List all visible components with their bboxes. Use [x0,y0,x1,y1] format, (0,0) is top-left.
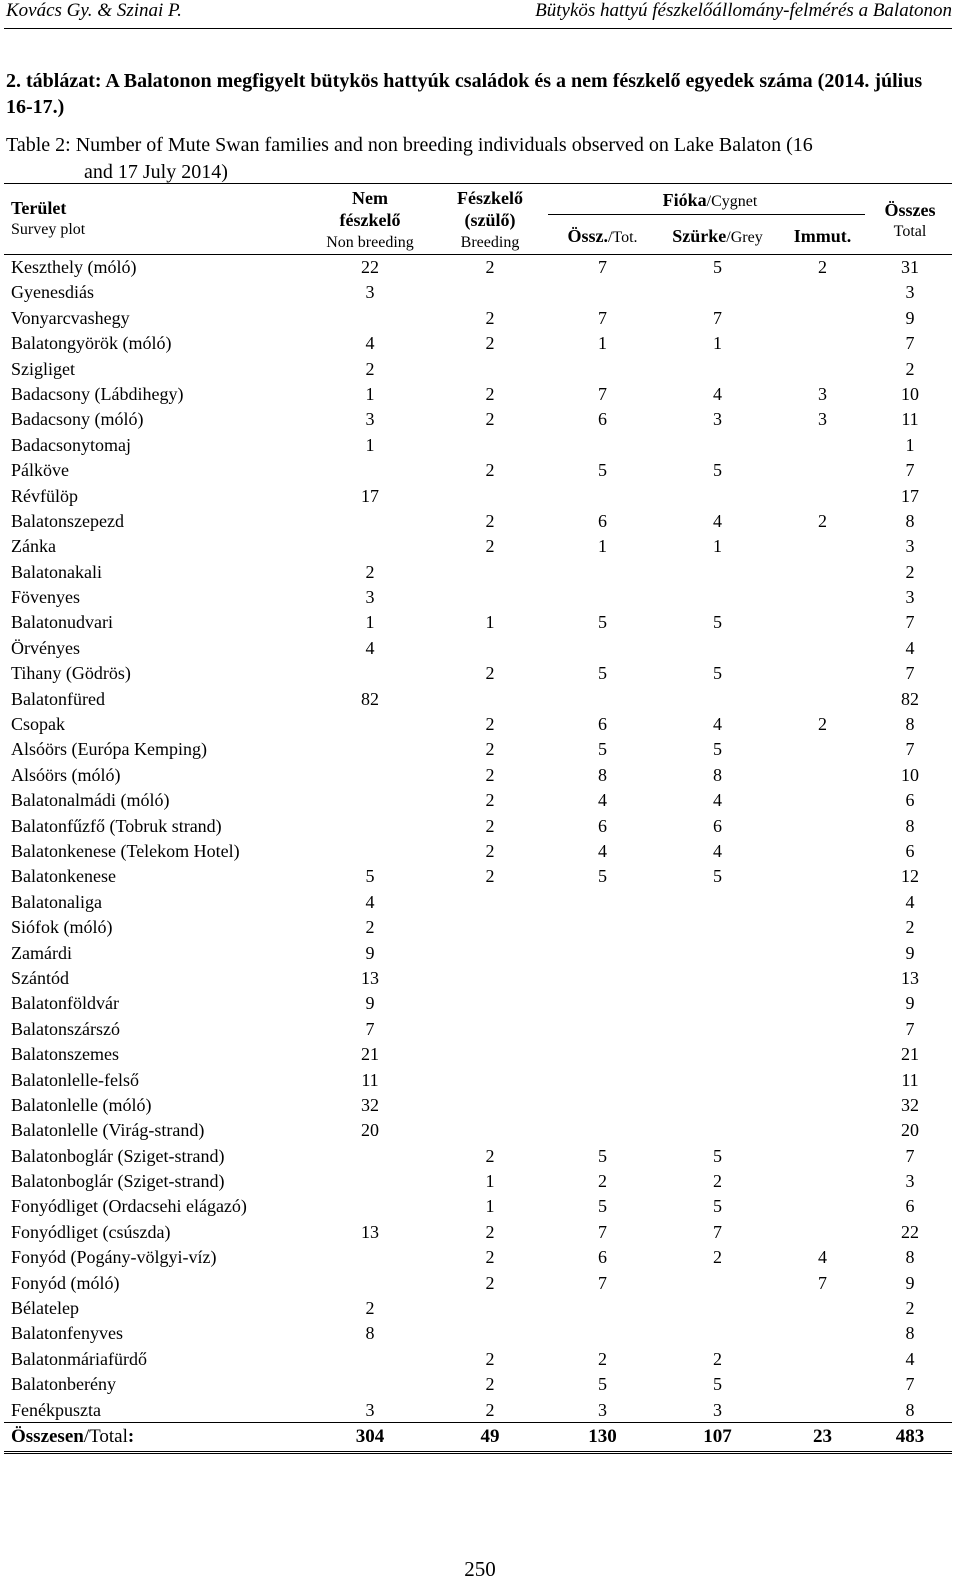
table-row [0,814,960,839]
cell-immut: 7 [818,1272,827,1293]
cell-cygnet-total: 3 [598,1399,607,1420]
table-row [0,382,960,407]
cell-total: 8 [905,1399,915,1420]
table-caption-hungarian: 2. táblázat: A Balatonon megfigyelt bütykös hattyúk családok és a nem fészkelő egyedek száma (2014. július 16-17.) [6,70,923,118]
cell-survey-plot: Balatonudvari [11,612,113,633]
table-row [0,509,960,534]
total-cygnet-total: 130 [588,1426,617,1447]
cell-cygnet-total: 7 [598,1272,607,1293]
totals-label-colon: : [127,1426,135,1447]
cell-grey: 5 [713,1196,722,1217]
cell-total: 2 [905,358,915,379]
cell-survey-plot: Zánka [11,536,56,557]
cell-breeding: 2 [485,1221,495,1242]
cell-nonbreeding: 32 [361,1094,379,1115]
cell-breeding: 2 [485,307,495,328]
cell-cygnet-total: 7 [598,257,607,277]
cell-nonbreeding: 11 [361,1069,379,1090]
total-immut: 23 [813,1426,832,1447]
table-row [0,1017,960,1042]
table-body [0,255,960,1423]
cell-grey: 5 [713,612,722,633]
cell-nonbreeding: 1 [365,383,375,404]
cell-total: 82 [901,688,919,709]
cell-cygnet-total: 8 [598,764,607,785]
cell-survey-plot: Balatonlelle (móló) [11,1094,152,1115]
cell-breeding: 2 [485,1247,495,1268]
cell-survey-plot: Balatonfenyves [11,1323,123,1344]
cell-survey-plot: Gyenesdiás [11,282,94,303]
table-row [0,712,960,737]
cell-survey-plot: Fenékpuszta [11,1399,101,1420]
cell-breeding: 2 [485,739,495,760]
table-row [0,1042,960,1067]
table-row [0,1194,960,1219]
caption-english-line-1: Table 2: Number of Mute Swan families and non breeding individuals observed on Lake Balaton (16 [6,134,813,156]
cell-cygnet-total: 7 [598,307,607,328]
cell-nonbreeding: 82 [361,688,379,709]
table-row [0,1372,960,1397]
cell-total: 8 [905,714,915,735]
cell-survey-plot: Alsóörs (móló) [11,764,121,785]
cell-total: 4 [905,891,915,912]
col-header-breeding-hu-1: Fészkelő [457,188,523,208]
cell-total: 2 [905,561,915,582]
cell-total: 7 [905,663,915,684]
cell-nonbreeding: 1 [365,612,375,633]
col-header-cygnet-total [545,226,660,248]
cell-survey-plot: Balatongyörök (móló) [11,333,172,354]
table-row [0,864,960,889]
cell-total: 2 [905,917,915,938]
table-row [0,484,960,509]
cell-total: 7 [905,739,915,760]
cell-total: 3 [905,282,915,303]
cell-cygnet-total: 4 [598,790,607,811]
cell-grey: 2 [713,1171,722,1192]
cygnet-group-underline [548,214,865,215]
cell-nonbreeding: 22 [361,257,379,277]
cell-breeding: 1 [485,1196,495,1217]
cell-survey-plot: Balatonszárszó [11,1018,120,1039]
table-row [0,1296,960,1321]
cell-grey: 4 [713,510,722,531]
cell-breeding: 2 [485,815,495,836]
totals-label-en: /Total [83,1426,128,1447]
cell-survey-plot: Balatonkenese (Telekom Hotel) [11,840,240,861]
cell-breeding: 2 [485,510,495,531]
cell-total: 20 [901,1120,919,1141]
cell-survey-plot: Fonyódliget (Ordacsehi elágazó) [11,1196,247,1217]
cell-nonbreeding: 3 [365,409,375,430]
table-row [0,357,960,382]
cell-total: 7 [905,1018,915,1039]
table-row [0,280,960,305]
cell-survey-plot: Siófok (móló) [11,917,113,938]
col-header-breeding-hu-2: (szülő) [464,210,516,230]
tot-label-hu: Össz. [567,226,608,246]
cell-breeding: 2 [485,714,495,735]
cell-survey-plot: Balatonfüred [11,688,105,709]
cell-nonbreeding: 2 [365,358,375,379]
cell-cygnet-total: 5 [598,460,607,481]
cell-cygnet-total: 5 [598,1196,607,1217]
cell-total: 2 [905,1298,915,1319]
cell-grey: 4 [713,383,722,404]
cell-cygnet-total: 5 [598,663,607,684]
cell-cygnet-total: 4 [598,840,607,861]
cell-survey-plot: Fövenyes [11,587,80,608]
cell-nonbreeding: 3 [365,1399,375,1420]
cell-survey-plot: Badacsony (móló) [11,409,144,430]
cell-breeding: 2 [485,1399,495,1420]
table-row [0,534,960,559]
cell-grey: 5 [713,460,722,481]
table-row [0,661,960,686]
cell-breeding: 2 [485,409,495,430]
cell-survey-plot: Balatonboglár (Sziget-strand) [11,1145,225,1166]
cell-survey-plot: Pálköve [11,460,69,481]
cell-survey-plot: Balatonberény [11,1374,116,1395]
cell-cygnet-total: 6 [598,1247,607,1268]
col-group-header-cygnet [545,190,875,212]
cell-breeding: 2 [485,460,495,481]
cell-total: 9 [905,993,915,1014]
cell-survey-plot: Balatonszemes [11,1044,119,1065]
cell-total: 31 [901,257,919,277]
cell-total: 10 [901,383,919,404]
cell-breeding: 1 [485,612,495,633]
cell-total: 11 [901,409,919,430]
cell-nonbreeding: 4 [365,333,375,354]
col-header-breeding-en: Breeding [460,234,520,251]
table-row [0,407,960,432]
table-row [0,255,960,280]
cell-survey-plot: Örvényes [11,637,80,658]
cell-total: 12 [901,866,919,887]
cygnet-label-hu: Fióka [662,190,707,210]
cell-total: 9 [905,307,915,328]
cell-total: 7 [905,460,915,481]
cell-total: 8 [905,510,915,531]
cell-survey-plot: Bélatelep [11,1298,79,1319]
cell-survey-plot: Balatonlelle-felső [11,1069,139,1090]
cell-grey: 5 [713,866,722,887]
cell-survey-plot: Balatonkenese [11,866,116,887]
cell-survey-plot: Szántód [11,967,69,988]
cell-nonbreeding: 21 [361,1044,379,1065]
header-divider [4,28,952,29]
cell-nonbreeding: 1 [365,434,375,455]
cell-breeding: 2 [485,333,495,354]
cell-survey-plot: Balatonlelle (Virág-strand) [11,1120,205,1141]
cell-immut: 2 [818,510,827,531]
cell-cygnet-total: 2 [598,1171,607,1192]
table-row [0,636,960,661]
cell-grey: 5 [713,739,722,760]
total-nonbreeding: 304 [355,1426,385,1447]
cell-cygnet-total: 2 [598,1348,607,1369]
cell-cygnet-total: 7 [598,1221,607,1242]
cell-cygnet-total: 6 [598,714,607,735]
col-header-grey [660,226,775,248]
cell-breeding: 1 [485,1171,495,1192]
cell-nonbreeding: 9 [365,993,375,1014]
totals-bottom-double-rule [4,1451,952,1454]
cell-cygnet-total: 5 [598,739,607,760]
cell-cygnet-total: 5 [598,1145,607,1166]
cell-cygnet-total: 1 [598,536,607,557]
table-row [0,991,960,1016]
page-number: 250 [464,1557,496,1581]
table-row [0,941,960,966]
table-row [0,1169,960,1194]
cell-nonbreeding: 4 [365,891,375,912]
caption-english-line-2: and 17 July 2014) [84,161,228,183]
col-header-plot-en: Survey plot [11,221,86,238]
table-row [0,1321,960,1346]
table-row [0,1093,960,1118]
cell-grey: 4 [713,840,722,861]
cell-nonbreeding: 7 [365,1018,375,1039]
cell-survey-plot: Fonyód (Pogány-völgyi-víz) [11,1247,217,1268]
table-row [0,890,960,915]
tot-label-en: /Tot. [607,229,638,246]
cell-breeding: 2 [485,790,495,811]
cell-breeding: 2 [485,1272,495,1293]
cell-total: 17 [901,485,919,506]
cell-total: 3 [905,587,915,608]
cell-nonbreeding: 2 [365,1298,375,1319]
table-row [0,331,960,356]
cell-nonbreeding: 13 [361,967,379,988]
cell-survey-plot: Badacsonytomaj [11,434,131,455]
cell-cygnet-total: 6 [598,510,607,531]
cell-cygnet-total: 5 [598,1374,607,1395]
table-row [0,763,960,788]
cell-total: 7 [905,612,915,633]
cell-total: 6 [905,790,915,811]
cell-breeding: 2 [485,866,495,887]
cell-breeding: 2 [485,840,495,861]
cell-grey: 6 [713,815,722,836]
table-row [0,966,960,991]
table-row [0,737,960,762]
cell-nonbreeding: 20 [361,1120,379,1141]
cell-total: 7 [905,1145,915,1166]
totals-row [0,1424,960,1450]
cell-total: 4 [905,637,915,658]
cell-grey: 5 [713,1145,722,1166]
table-row [0,585,960,610]
cell-cygnet-total: 6 [598,815,607,836]
table-row [0,915,960,940]
table-row [0,1398,960,1423]
cell-survey-plot: Alsóörs (Európa Kemping) [11,739,207,760]
cell-total: 4 [905,1348,915,1369]
cell-nonbreeding: 4 [365,637,375,658]
cell-survey-plot: Keszthely (móló) [11,257,137,277]
cell-total: 7 [905,333,915,354]
cell-total: 9 [905,1272,915,1293]
cell-total: 8 [905,1323,915,1344]
cell-total: 8 [905,1247,915,1268]
cell-survey-plot: Zamárdi [11,942,72,963]
cell-survey-plot: Balatonaliga [11,891,102,912]
cell-total: 32 [901,1094,919,1115]
cell-survey-plot: Balatonalmádi (móló) [11,790,170,811]
cell-total: 3 [905,1171,915,1192]
totals-label-hu: Összesen [11,1426,84,1447]
cell-grey: 7 [713,1221,722,1242]
cell-cygnet-total: 5 [598,866,607,887]
col-header-total-hu: Összes [884,200,936,220]
cell-total: 10 [901,764,919,785]
cell-grey: 8 [713,764,722,785]
cell-cygnet-total: 6 [598,409,607,430]
cell-breeding: 2 [485,663,495,684]
col-header-nonbreeding-hu-2: fészkelő [339,210,401,230]
cell-survey-plot: Csopak [11,714,65,735]
cell-total: 9 [905,942,915,963]
running-header-authors: Kovács Gy. & Szinai P. [6,0,182,21]
cell-total: 8 [905,815,915,836]
table-row [0,1347,960,1372]
table-row [0,560,960,585]
cell-grey: 5 [713,663,722,684]
cell-grey: 3 [713,409,722,430]
totals-label [11,1424,134,1450]
cell-cygnet-total: 5 [598,612,607,633]
cell-survey-plot: Balatonszepezd [11,510,124,531]
cell-total: 3 [905,536,915,557]
cell-breeding: 2 [485,1348,495,1369]
cell-total: 1 [905,434,915,455]
col-header-nonbreeding-hu-1: Nem [352,188,388,208]
cell-survey-plot: Balatonföldvár [11,993,119,1014]
cell-survey-plot: Szigliget [11,358,75,379]
table-row [0,1245,960,1270]
cell-breeding: 2 [485,536,495,557]
col-header-plot-hu: Terület [11,198,67,218]
cell-survey-plot: Balatonakali [11,561,102,582]
cell-grey: 2 [713,1247,722,1268]
cell-total: 7 [905,1374,915,1395]
cell-cygnet-total: 7 [598,383,607,404]
table-row [0,433,960,458]
cell-breeding: 2 [485,764,495,785]
cell-grey: 4 [713,714,722,735]
table-row [0,1118,960,1143]
table-top-rule [4,183,952,184]
table-row [0,1271,960,1296]
total-overall: 483 [895,1426,925,1447]
col-header-immut: Immut. [793,226,852,246]
cell-nonbreeding: 9 [365,942,375,963]
cell-survey-plot: Badacsony (Lábdihegy) [11,383,184,404]
cell-total: 13 [901,967,919,988]
cell-total: 6 [905,840,915,861]
cell-immut: 4 [818,1247,827,1268]
cell-breeding: 2 [485,257,495,277]
table-row [0,458,960,483]
table-row [0,1144,960,1169]
cell-breeding: 2 [485,1145,495,1166]
cell-immut: 2 [818,257,827,277]
table-row [0,839,960,864]
cell-survey-plot: Tihany (Gödrös) [11,663,131,684]
cell-total: 21 [901,1044,919,1065]
cell-cygnet-total: 1 [598,333,607,354]
cell-immut: 2 [818,714,827,735]
cell-survey-plot: Fonyód (móló) [11,1272,120,1293]
table-row [0,306,960,331]
cygnet-label-en: /Cygnet [706,193,758,210]
table-row [0,1220,960,1245]
grey-label-en: /Grey [726,229,763,246]
cell-grey: 1 [713,333,722,354]
cell-grey: 2 [713,1348,722,1369]
table-row [0,687,960,712]
cell-grey: 7 [713,307,722,328]
table-caption-english [6,132,948,186]
cell-survey-plot: Révfülöp [11,485,78,506]
cell-survey-plot: Balatonfűzfő (Tobruk strand) [11,815,222,836]
cell-grey: 1 [713,536,722,557]
cell-breeding: 2 [485,1374,495,1395]
cell-grey: 4 [713,790,722,811]
total-grey: 107 [703,1426,732,1447]
cell-grey: 5 [713,257,722,277]
grey-label-hu: Szürke [672,226,727,246]
cell-nonbreeding: 17 [361,485,379,506]
table-row [0,610,960,635]
cell-grey: 3 [713,1399,722,1420]
cell-total: 22 [901,1221,919,1242]
table-row [0,1068,960,1093]
cell-grey: 5 [713,1374,722,1395]
cell-breeding: 2 [485,383,495,404]
cell-survey-plot: Balatonmáriafürdő [11,1348,147,1369]
cell-total: 11 [901,1069,919,1090]
cell-immut: 3 [818,409,827,430]
cell-survey-plot: Fonyódliget (csúszda) [11,1221,171,1242]
cell-immut: 3 [818,383,827,404]
cell-nonbreeding: 2 [365,561,375,582]
totals-top-rule [4,1422,952,1423]
cell-survey-plot: Balatonboglár (Sziget-strand) [11,1171,225,1192]
cell-survey-plot: Vonyarcvashegy [11,307,130,328]
total-breeding: 49 [480,1426,500,1447]
cell-nonbreeding: 3 [365,282,375,303]
cell-total: 6 [905,1196,915,1217]
cell-nonbreeding: 3 [365,587,375,608]
cell-nonbreeding: 8 [365,1323,375,1344]
table-row [0,788,960,813]
running-header-title: Bütykös hattyú fészkelőállomány-felmérés a Balatonon [535,0,952,21]
col-header-nonbreeding-en: Non breeding [326,234,414,251]
col-header-total-en: Total [893,223,927,240]
cell-nonbreeding: 5 [365,866,375,887]
cell-nonbreeding: 13 [361,1221,379,1242]
cell-nonbreeding: 2 [365,917,375,938]
